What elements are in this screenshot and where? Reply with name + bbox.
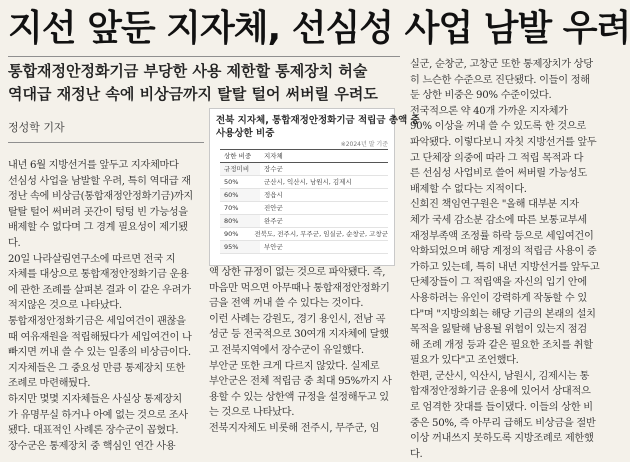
article-line: 통합재정안정화기금은 세입여건이 괜찮을 (8, 315, 186, 327)
article-line: 때 여유재원을 적립해뒀다가 세입여건이 나 (8, 331, 192, 343)
article-line: 액 상한 규정이 없는 것으로 파악됐다. 즉, (209, 267, 386, 278)
article-line: 가 유명무실 하거나 아예 없는 것으로 조사 (8, 409, 188, 421)
article-line: 로 엄격한 잣대를 들이댔다. 이들의 상한 비 (410, 402, 593, 414)
article-line: 신희진 책임연구원은 "올해 대부분 지자 (410, 199, 579, 211)
subhead-line-1: 통합재정안정화기금 부당한 사용 제한할 통제장치 허술 (8, 62, 368, 80)
infobox-cell-region: 완주군 (264, 217, 283, 225)
article-line: 선심성 사업을 남발할 우려, 특히 역대급 재 (8, 175, 191, 187)
headline: 지선 앞둔 지자체, 선심성 사업 남발 우려 (8, 8, 630, 49)
infobox-cell-ratio: 80% (220, 215, 260, 227)
subhead-line-2: 역대급 재정난 속에 비상금까지 탈탈 털어 써버릴 우려도 (8, 85, 378, 103)
article-line: 전북지자체도 비롯해 전주시, 무주군, 임 (209, 422, 380, 434)
infobox-cell-ratio: 95% (220, 241, 260, 253)
article-line: 장수군은 통제장치 중 핵심인 연간 사용 (8, 440, 176, 452)
article-line: 빠지면 꺼내 쓸 수 있는 일종의 비상금이다. (8, 347, 191, 359)
infobox-header-region: 지자체 (264, 152, 283, 160)
article-line: 히 느슨한 수준으로 진단됐다. 이들이 정해 (410, 74, 590, 86)
article-line: 합재정안정화기금 운용에 있어서 상대적으 (410, 386, 591, 398)
infobox-table-header (220, 149, 388, 163)
article-line: 이런 사례는 강원도, 경기 용인시, 전남 곡 (209, 313, 386, 325)
article-line: 이상 꺼내쓰지 못하도록 지방조례로 제한했 (410, 433, 594, 445)
article-line: 배제할 수 없다며 그 경계 필요성이 제기됐 (8, 222, 188, 234)
infobox-table-row (220, 241, 388, 254)
article-column-3 (410, 57, 600, 462)
article-line: 90% 이상을 꺼내 쓸 수 있도록 한 것으로 (410, 121, 586, 133)
article-column-1 (8, 158, 204, 454)
article-line: 용할 수 있는 상한액 규정을 설정해두고 있 (209, 391, 389, 403)
article-line: 정난 속에 비상금(통합재정안정화기금)까지 (8, 191, 193, 203)
article-line: 실군, 순창군, 고창군 또한 통제장치가 상당 (410, 59, 593, 70)
infobox-table (220, 149, 388, 254)
infobox-cell-region: 군산시, 익산시, 남원시, 김제시 (264, 178, 352, 186)
infobox-cell-region: 정읍시 (264, 191, 283, 199)
infobox-cell-ratio: 70% (224, 204, 239, 212)
article-line: 전국적으론 약 40개 가까운 지자체가 (410, 105, 568, 117)
article-line: 필요가 있다"고 조언했다. (410, 355, 519, 367)
infobox-cell-ratio: 규정미비 (220, 163, 260, 175)
article-line: 마음만 먹으면 아무때나 통합재정안정화기 (209, 282, 390, 294)
article-column-2 (209, 265, 403, 437)
infobox-cell-region: 진안군 (264, 204, 283, 212)
article-line: 악화되었으며 해당 계정의 적립금 사용이 증 (410, 246, 597, 258)
infobox-table-row (220, 228, 388, 241)
article-line: 배제할 수 없다는 지적이다. (410, 183, 527, 195)
infobox-table-row (220, 189, 388, 202)
article-line: 금을 전액 꺼내 쓸 수 있다는 것이다. (209, 298, 364, 310)
article-line: 하지만 몇몇 지자체들은 사실상 통제장치 (8, 393, 182, 405)
article-line: 재정부족액 조정률 하락 등으로 세입여건이 (410, 230, 594, 242)
byline: 정성학 기자 (8, 121, 65, 134)
infobox-cell-region: 장수군 (264, 165, 283, 173)
infobox-table-row (220, 202, 388, 215)
infobox-title-line-2: 사용상한 비중 (216, 128, 275, 139)
article-line: 자체를 대상으로 통합재정안정화기금 운용 (8, 269, 189, 281)
infobox-table-row (220, 163, 388, 176)
infobox-cell-ratio: 90% (224, 230, 239, 238)
article-line: 는 것으로 나타났다. (209, 407, 295, 419)
article-line: 조례로 마련해뒀다. (8, 378, 91, 390)
article-line: 목적을 잃탈해 남용될 위험이 있는지 점검 (410, 324, 587, 336)
article-line: 고 전북지역에서 장수군이 유일했다. (209, 344, 364, 356)
infobox-table-row (220, 176, 388, 189)
article-line: 내년 6월 지방선거를 앞두고 지자체마다 (8, 160, 179, 171)
headline-rule (8, 56, 400, 57)
article-line: 됐다. 대표적인 사례론 장수군이 꼽혔다. (8, 425, 179, 437)
article-line: 부안군 또한 크게 다르지 않았다. 실제로 (209, 360, 380, 372)
article-line: 중은 50%, 즉 아무리 급해도 비상금을 절반 (410, 417, 596, 429)
article-line: 다. (8, 237, 21, 249)
infobox-header-ratio: 상한 비중 (224, 152, 252, 160)
infobox (209, 108, 420, 266)
article-line: 한편, 군산시, 익산시, 남원시, 김제시는 통 (410, 370, 590, 382)
article-line: 고 단체장 의중에 따라 그 적립 목적과 다 (410, 152, 584, 164)
article-line: 탈탈 털어 써버려 곳간이 텅텅 빈 가능성을 (8, 206, 188, 218)
article-line: 둔 상한 비중은 90% 수준이었다. (410, 90, 552, 102)
article-line: 가하고 있는데, 특히 내년 지방선거를 앞두고 (410, 261, 600, 273)
article-line: 다"며 "지방의회는 해당 기금의 본래의 설치 (410, 308, 596, 320)
article-line: 적지않은 것으로 나타났다. (8, 300, 122, 312)
infobox-cell-ratio: 50% (224, 178, 239, 186)
article-line: 른 선심성 사업비로 쓸어 써버릴 가능성도 (410, 168, 587, 180)
infobox-title-line-1: 전북 지자체, 통합재정안정화기금 적립금 총액 중 (216, 115, 420, 126)
byline-rule (8, 142, 204, 143)
article-line: 사용하려는 유인이 강력하게 작동할 수 있 (410, 292, 587, 304)
article-line: 부안군은 전체 적립금 중 최대 95%까지 사 (209, 376, 392, 388)
article-line: 성군 등 전국적으로 30여개 지자체에 달했 (209, 329, 389, 341)
article-line: 다. (410, 448, 423, 460)
infobox-table-row (220, 215, 388, 228)
article-line: 지자체들은 그 중요성 만큼 통제장치 또한 (8, 362, 185, 374)
infobox-cell-region: 전북도, 전주시, 무주군, 임실군, 순창군, 고창군 (254, 230, 388, 238)
article-line: 파악됐다. 이렇다보니 자칫 지방선거를 앞두 (410, 136, 597, 148)
infobox-cell-ratio: 60% (220, 189, 260, 201)
infobox-unit-note: ※2024년 말 기준 (340, 141, 388, 148)
infobox-title (216, 114, 420, 140)
article-line: 에 관한 조례를 살펴본 결과 이 같은 우려가 (8, 284, 191, 296)
article-line: 체가 국세 감소분 감소에 따른 보통교부세 (410, 214, 587, 226)
article-line: 해 조례 개정 등과 같은 필요한 조치를 취할 (410, 339, 593, 351)
article-line: 20일 나라살림연구소에 따르면 전국 지 (8, 253, 176, 265)
article-line: 단체장들이 그 적립액을 자신의 입기 안에 (410, 277, 587, 289)
infobox-cell-region: 부안군 (264, 243, 283, 251)
